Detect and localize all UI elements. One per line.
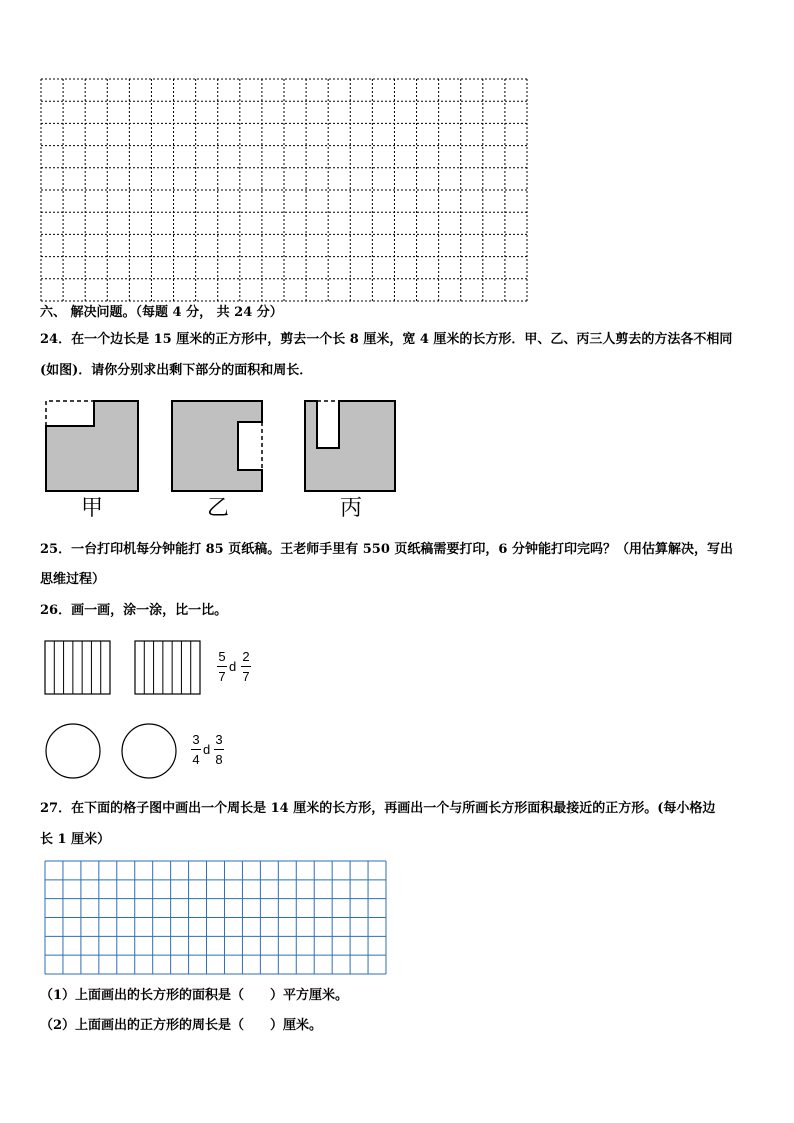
q26-c1-right-numerator: 2	[242, 649, 250, 664]
q26-c1-left-numerator: 5	[218, 649, 226, 664]
q26-c1-left-bar	[217, 666, 227, 667]
q26-title: 26．画一画，涂一涂，比一比。	[40, 603, 228, 618]
q26-c2-right-denominator: 8	[215, 752, 223, 767]
q27-blue-grid	[44, 860, 388, 976]
q25-text-line1: 25．一台打印机每分钟能打 85 页纸稿。王老师手里有 550 页纸稿需要打印，6 分钟能打印完吗？（用估算解决，写出	[40, 542, 733, 557]
q26-c2-left-bar	[191, 749, 201, 750]
q26-rect-right	[134, 640, 202, 696]
q25-text-line2: 思维过程）	[40, 572, 106, 587]
q26-c2-right-numerator: 3	[215, 732, 223, 747]
q24-figure-bing	[303, 398, 399, 494]
q26-c1-right-bar	[241, 666, 251, 667]
q26-c2-right-bar	[214, 749, 224, 750]
q26-c1-symbol: d	[229, 659, 237, 674]
q26-circle-right	[120, 722, 178, 780]
q27-text-line1: 27．在下面的格子图中画出一个周长是 14 厘米的长方形，再画出一个与所画长方形面积最接近的正方形。(每小格边	[40, 801, 716, 816]
q24-caption-yi: 乙	[206, 496, 229, 521]
q27-sub2: （2）上面画出的正方形的周长是（ ）厘米。	[40, 1018, 323, 1033]
dashed-answer-grid	[40, 78, 528, 302]
q24-text-line2: (如图)．请你分别求出剩下部分的面积和周长．	[40, 363, 313, 378]
q26-c2-left-denominator: 4	[192, 752, 200, 767]
q27-text-line2: 长 1 厘米）	[40, 832, 111, 847]
q24-figure-yi	[170, 398, 266, 494]
q27-sub1: （1）上面画出的长方形的面积是（ ）平方厘米。	[40, 988, 349, 1003]
q24-text-line1: 24．在一个边长是 15 厘米的正方形中，剪去一个长 8 厘米，宽 4 厘米的长方形．甲、乙、丙三人剪去的方法各不相同	[40, 332, 733, 347]
q24-caption-jia: 甲	[80, 496, 103, 521]
q26-rect-left	[44, 640, 112, 696]
q26-c1-right-denominator: 7	[242, 669, 250, 684]
q26-c1-left-denominator: 7	[218, 669, 226, 684]
q26-c2-left-numerator: 3	[192, 732, 200, 747]
q26-circle-left	[44, 722, 102, 780]
q24-figure-jia	[44, 398, 140, 494]
q26-c2-symbol: d	[203, 742, 211, 757]
q24-caption-bing: 丙	[339, 496, 362, 521]
section6-heading: 六、 解决问题。（每题 4 分， 共 24 分）	[40, 305, 283, 320]
